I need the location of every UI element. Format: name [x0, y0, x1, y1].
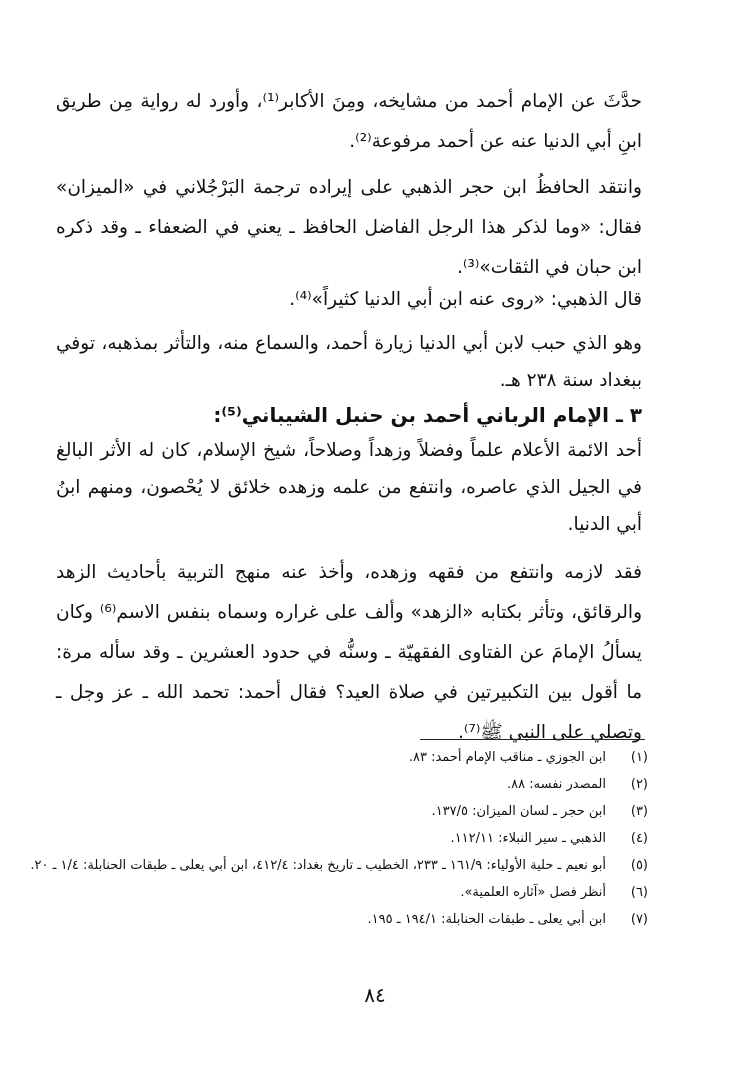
footnote-item	[30, 825, 648, 852]
footnotes-list	[30, 744, 648, 933]
footnote-number: (١)	[630, 750, 648, 765]
footnote-text: ابن أبي يعلى ـ طبقات الحنابلة: ١٩٤/١ ـ ١٩٥.	[367, 912, 606, 927]
footnote-number: (٦)	[630, 885, 648, 900]
footnote-text: المصدر نفسه: ٨٨.	[507, 777, 606, 792]
footnote-number: (٧)	[630, 912, 648, 927]
section-heading-ahmad-ibn-hanbal: ٣ ـ الإمام الرباني أحمد بن حنبل الشيباني⁽⁵⁾:	[213, 403, 642, 427]
footnote-text: الذهبي ـ سير النبلاء: ١١٢/١١.	[450, 831, 606, 846]
paragraph-ahmad-influence: فقد لازمه وانتفع من فقهه وزهده، وأخذ عنه منهج التربية بأحاديث الزهد والرقائق، وتأثر بكتابه «الزهد» وألف على غراره وسماه بنفس الاسم⁽⁶⁾ وكان يسألُ الإمامَ عن الفتاوى الفقهيّة ـ وسنُّه في حدود العشرين ـ وقد سأله مرة: ما أقول بين التكبيرتين في صلاة العيد؟ فقال أحمد: تحمد الله ـ عز وجل ـ وتصلي على النبي ﷺ⁽⁷⁾.	[56, 562, 643, 743]
footnote-text: ابن حجر ـ لسان الميزان: ١٣٧/٥.	[431, 804, 606, 819]
footnote-item	[30, 906, 648, 933]
page-number: ٨٤	[364, 983, 386, 1007]
footnote-item	[30, 798, 648, 825]
paragraph-dhahabi-quote: قال الذهبي: «روى عنه ابن أبي الدنيا كثيراً»⁽⁴⁾.	[289, 289, 642, 310]
footnote-text: أنظر فصل «آثاره العلمية».	[460, 885, 606, 900]
footnote-text: أبو نعيم ـ حلية الأولياء: ١٦١/٩ ـ ٢٣٣، الخطيب ـ تاريخ بغداد: ٤١٢/٤، ابن أبي يعلى ـ طبقات الحنابلة: ١/٤ ـ ٢٠.	[30, 858, 606, 873]
paragraph-death-date: وهو الذي حبب لابن أبي الدنيا زيارة أحمد، والسماع منه، والتأثر بمذهبه، توفي ببغداد سنة ٢٣٨ هـ.	[56, 333, 642, 391]
footnote-item	[30, 744, 648, 771]
footnote-separator	[420, 739, 645, 740]
footnote-item	[30, 852, 648, 879]
footnote-text: ابن الجوزي ـ مناقب الإمام أحمد: ٨٣.	[408, 750, 606, 765]
footnote-number: (٢)	[630, 777, 648, 792]
footnote-item	[30, 879, 648, 906]
footnote-number: (٥)	[630, 858, 648, 873]
footnote-number: (٣)	[630, 804, 648, 819]
footnote-item	[30, 771, 648, 798]
paragraph-ibn-hajar-critique: وانتقد الحافظُ ابن حجر الذهبي على إيراده ترجمة البَرْجُلاني في «الميزان» فقال: «وما لذكر هذا الرجل الفاضل الحافظ ـ يعني في الضعفاء ـ وقد ذكره ابن حبان في الثقات»⁽³⁾.	[56, 177, 642, 278]
paragraph-ibn-abi-dunya-narration: حدَّثَ عن الإمام أحمد من مشايخه، ومِنَ الأكابر⁽¹⁾، وأورد له رواية مِن طريق ابنِ أبي الدنيا عنه عن أحمد مرفوعة⁽²⁾.	[56, 91, 642, 152]
footnote-number: (٤)	[630, 831, 648, 846]
paragraph-ahmad-description: أحد الائمة الأعلام علماً وفضلاً وزهداً وصلاحاً، شيخ الإسلام، كان له الأثر البالغ في الجيل الذي عاصره، وانتفع من علمه وزهده خلائق لا يُحْصون، ومنهم ابنُ أبي الدنيا.	[56, 440, 642, 535]
